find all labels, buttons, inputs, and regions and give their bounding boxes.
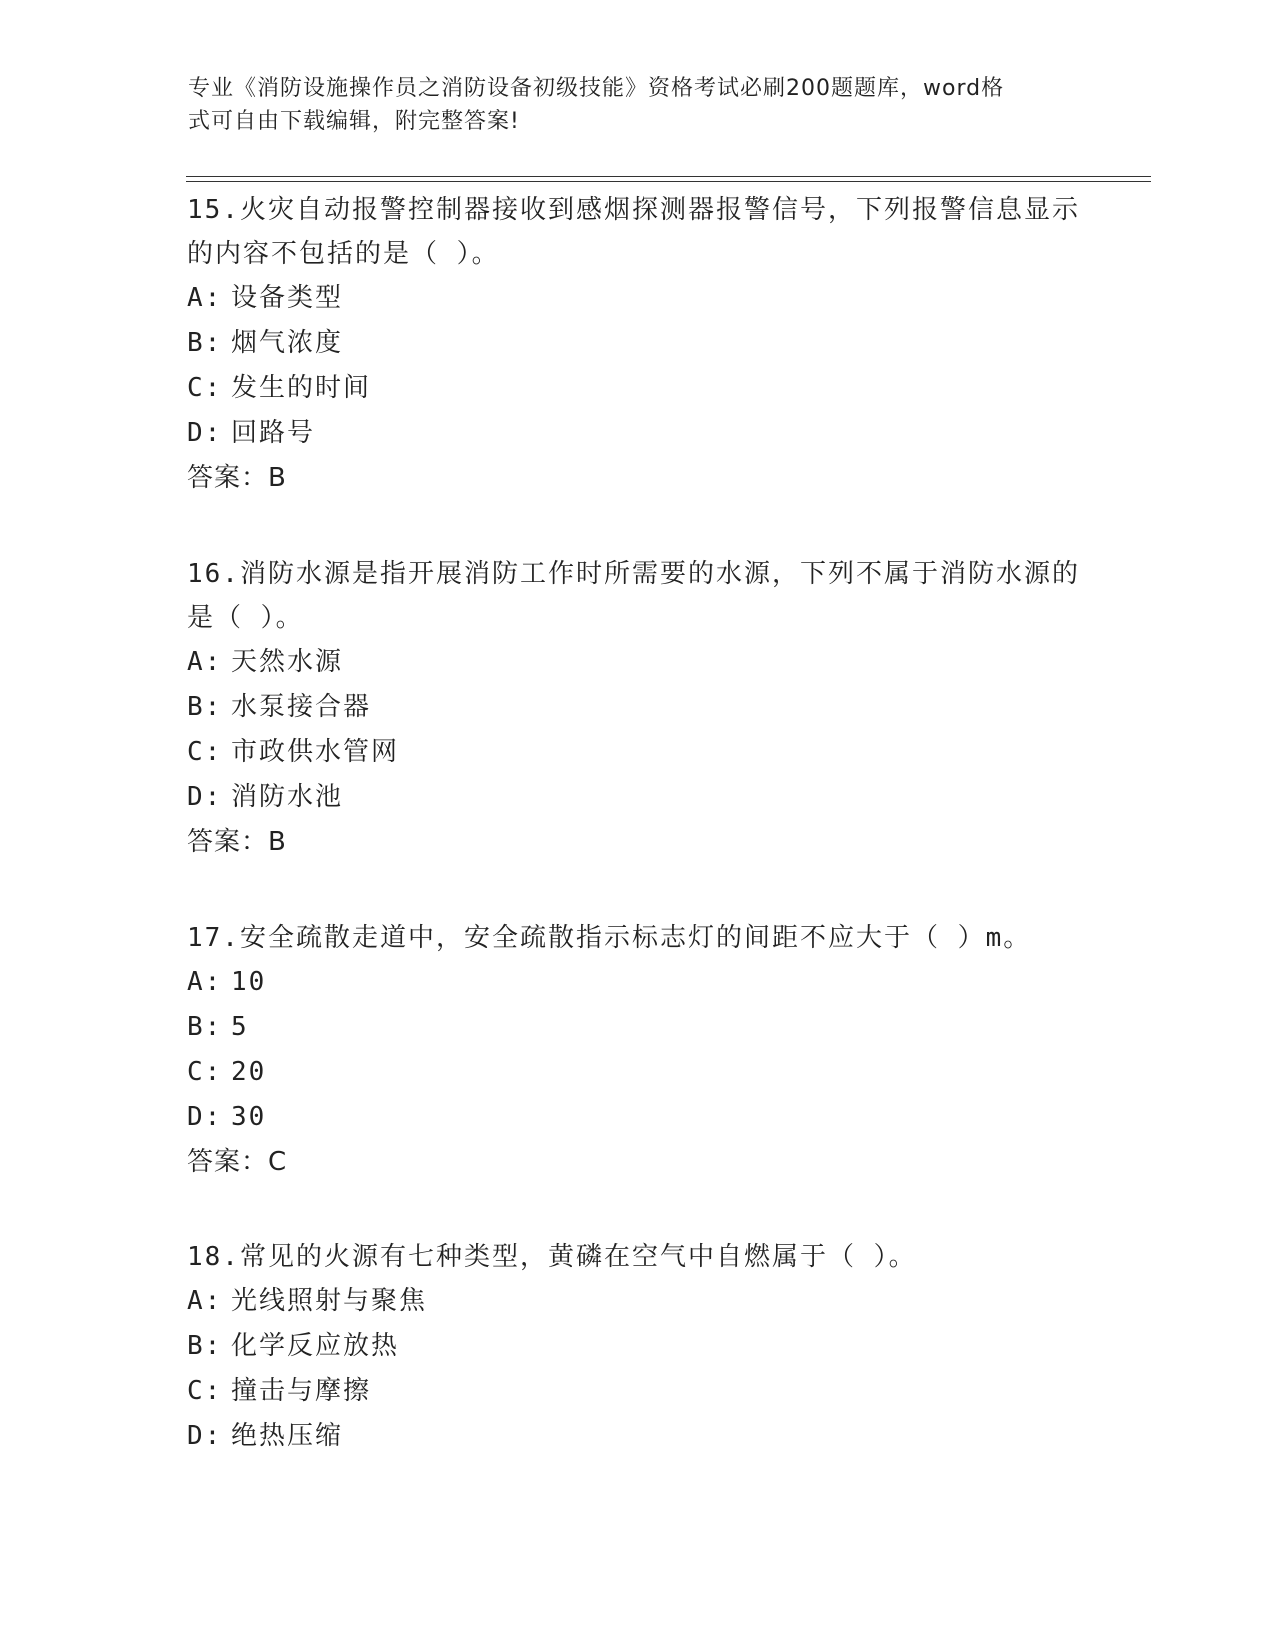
header-divider-top [186, 176, 1151, 177]
question-number: 18. [187, 1242, 240, 1272]
option-label: A: [187, 967, 223, 997]
question-text: 常见的火源有七种类型，黄磷在空气中自燃属于（ ）。 [239, 1242, 917, 1272]
option-d [187, 1414, 1087, 1459]
option-label: B: [187, 692, 223, 722]
option-label: C: [187, 1376, 223, 1406]
option-label: B: [187, 1012, 223, 1042]
option-b [187, 321, 1087, 366]
option-text: 回路号 [231, 418, 316, 448]
option-label: A: [187, 1286, 223, 1316]
answer-line: 答案：B [187, 463, 287, 493]
option-text: 5 [231, 1012, 249, 1042]
option-label: C: [187, 373, 223, 403]
option-b [187, 685, 1087, 730]
question-18 [187, 1235, 1087, 1459]
option-text: 市政供水管网 [231, 737, 400, 767]
header-divider-bottom [186, 181, 1151, 182]
answer-line: 答案：B [187, 827, 287, 857]
option-d [187, 775, 1087, 820]
question-stem [187, 1235, 1087, 1279]
option-c [187, 1050, 1087, 1095]
option-text: 设备类型 [231, 283, 344, 313]
option-d [187, 411, 1087, 456]
question-15 [187, 188, 1087, 501]
option-label: D: [187, 1102, 223, 1132]
option-label: B: [187, 328, 223, 358]
question-17 [187, 916, 1087, 1185]
option-d [187, 1095, 1087, 1140]
option-text: 光线照射与聚焦 [231, 1286, 428, 1316]
question-number: 15. [187, 195, 240, 225]
question-text: 火灾自动报警控制器接收到感烟探测器报警信号，下列报警信息显示的内容不包括的是（ ）。 [187, 195, 1080, 269]
question-number: 17. [187, 923, 240, 953]
question-number: 16. [187, 559, 240, 589]
answer-line: 答案：C [187, 1147, 288, 1177]
header-line-2: 式可自由下载编辑，附完整答案! [188, 109, 520, 134]
question-stem [187, 188, 1087, 276]
option-label: D: [187, 782, 223, 812]
question-16 [187, 552, 1087, 865]
option-text: 水泵接合器 [231, 692, 372, 722]
option-text: 消防水池 [231, 782, 344, 812]
option-text: 20 [231, 1057, 267, 1087]
option-c [187, 1369, 1087, 1414]
option-label: C: [187, 1057, 223, 1087]
option-label: B: [187, 1331, 223, 1361]
option-c [187, 730, 1087, 775]
option-label: D: [187, 418, 223, 448]
option-text: 化学反应放热 [231, 1331, 400, 1361]
option-label: A: [187, 283, 223, 313]
question-stem [187, 916, 1087, 960]
option-b [187, 1005, 1087, 1050]
option-b [187, 1324, 1087, 1369]
option-text: 10 [231, 967, 267, 997]
option-text: 绝热压缩 [231, 1421, 344, 1451]
option-text: 烟气浓度 [231, 328, 344, 358]
question-text: 消防水源是指开展消防工作时所需要的水源，下列不属于消防水源的是（ ）。 [187, 559, 1080, 633]
option-a [187, 960, 1087, 1005]
option-text: 天然水源 [231, 647, 344, 677]
option-c [187, 366, 1087, 411]
option-label: D: [187, 1421, 223, 1451]
question-text: 安全疏散走道中，安全疏散指示标志灯的间距不应大于（ ）m。 [239, 923, 1032, 953]
question-stem [187, 552, 1087, 640]
option-a [187, 640, 1087, 685]
option-text: 撞击与摩擦 [231, 1376, 372, 1406]
header-line-1: 专业《消防设施操作员之消防设备初级技能》资格考试必刷200题题库，word格 [188, 76, 1005, 101]
option-label: C: [187, 737, 223, 767]
document-header [188, 72, 1088, 138]
option-a [187, 1279, 1087, 1324]
option-a [187, 276, 1087, 321]
option-text: 30 [231, 1102, 267, 1132]
option-label: A: [187, 647, 223, 677]
option-text: 发生的时间 [231, 373, 372, 403]
